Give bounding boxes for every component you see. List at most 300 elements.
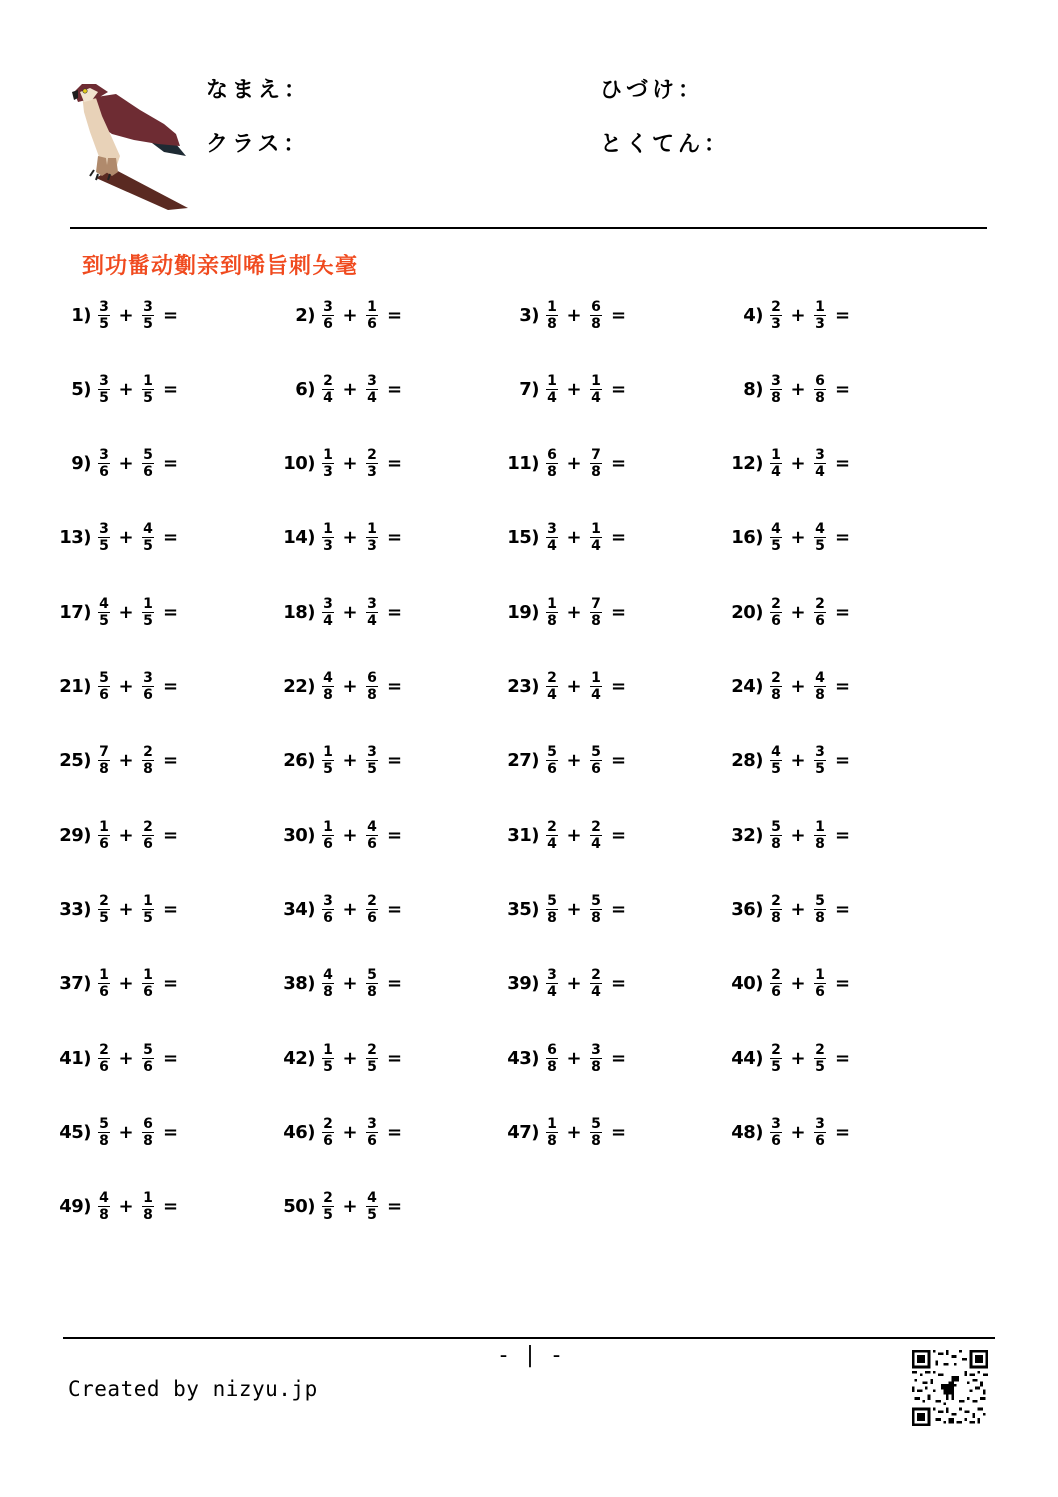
denominator: 6 (771, 612, 781, 629)
fraction-b (141, 1043, 155, 1074)
equals-sign: = (163, 824, 179, 846)
equals-sign: = (835, 750, 851, 772)
numerator: 2 (771, 298, 781, 315)
page-number: - | - (496, 1343, 564, 1368)
fraction-b (365, 522, 379, 553)
problem-item (503, 667, 626, 707)
fraction-a (97, 448, 111, 479)
problem-item (279, 964, 402, 1004)
fraction-b (813, 522, 827, 553)
numerator: 5 (815, 892, 825, 909)
equals-sign: = (611, 527, 627, 549)
fraction-a (545, 745, 559, 776)
equals-sign: = (387, 453, 403, 475)
denominator: 5 (815, 1058, 825, 1075)
equals-sign: = (611, 601, 627, 623)
numerator: 1 (143, 372, 153, 389)
plus-sign: + (790, 898, 806, 920)
numerator: 1 (547, 372, 557, 389)
fraction-b (141, 448, 155, 479)
numerator: 3 (771, 372, 781, 389)
numerator: 1 (99, 818, 109, 835)
denominator: 3 (367, 538, 377, 555)
fraction-a (321, 522, 335, 553)
numerator: 6 (547, 447, 557, 464)
fraction-a (321, 894, 335, 925)
equals-sign: = (163, 304, 179, 326)
problem-number: 30) (283, 824, 315, 846)
header-divider (70, 227, 987, 229)
numerator: 1 (143, 595, 153, 612)
problem-item (279, 741, 402, 781)
problem-item (55, 1112, 178, 1152)
problem-number: 16) (731, 527, 763, 549)
numerator: 2 (323, 372, 333, 389)
osprey-illustration (68, 80, 193, 210)
problem-item (279, 369, 402, 409)
denominator: 8 (99, 1132, 109, 1149)
plus-sign: + (566, 601, 582, 623)
plus-sign: + (118, 676, 134, 697)
fraction-a (545, 894, 559, 925)
fraction-a (321, 448, 335, 479)
denominator: 4 (323, 389, 333, 406)
problem-item (279, 889, 402, 929)
problem-number: 42) (283, 1047, 315, 1069)
denominator: 8 (591, 464, 601, 481)
denominator: 4 (591, 835, 601, 852)
fraction-b (589, 522, 603, 553)
plus-sign: + (342, 378, 358, 400)
fraction-a (97, 1191, 111, 1222)
numerator: 3 (99, 447, 109, 464)
equals-sign: = (611, 1121, 627, 1143)
equals-sign: = (387, 1196, 403, 1218)
denominator: 8 (547, 612, 557, 629)
fraction-a (769, 522, 783, 553)
denominator: 4 (591, 687, 601, 703)
fraction-a (321, 1043, 335, 1074)
denominator: 5 (143, 538, 153, 555)
numerator: 4 (815, 670, 825, 686)
denominator: 6 (323, 835, 333, 852)
problem-number: 27) (507, 750, 539, 772)
equals-sign: = (611, 824, 627, 846)
numerator: 2 (815, 1041, 825, 1058)
problem-number: 23) (507, 676, 539, 697)
denominator: 8 (771, 909, 781, 926)
denominator: 5 (143, 389, 153, 406)
fraction-a (97, 968, 111, 999)
fraction-a (321, 671, 335, 702)
plus-sign: + (342, 824, 358, 846)
plus-sign: + (118, 1196, 134, 1218)
problem-number: 48) (731, 1121, 763, 1143)
fraction-b (589, 300, 603, 331)
fraction-a (545, 1043, 559, 1074)
fraction-a (97, 522, 111, 553)
numerator: 2 (367, 892, 377, 909)
numerator: 2 (591, 818, 601, 835)
problem-number: 21) (59, 676, 91, 697)
denominator: 6 (815, 612, 825, 629)
numerator: 1 (771, 447, 781, 464)
plus-sign: + (790, 453, 806, 475)
fraction-a (769, 745, 783, 776)
fraction-a (545, 671, 559, 702)
denominator: 8 (771, 389, 781, 406)
denominator: 3 (323, 538, 333, 555)
fraction-a (97, 745, 111, 776)
denominator: 5 (143, 909, 153, 926)
numerator: 1 (99, 967, 109, 984)
equals-sign: = (163, 453, 179, 475)
plus-sign: + (118, 378, 134, 400)
problem-item (727, 518, 850, 558)
problem-number: 14) (283, 527, 315, 549)
problem-item (503, 592, 626, 632)
denominator: 8 (771, 835, 781, 852)
fraction-a (769, 1043, 783, 1074)
fraction-b (141, 522, 155, 553)
problem-number: 2) (295, 304, 315, 326)
denominator: 8 (99, 1207, 109, 1224)
denominator: 8 (143, 1132, 153, 1149)
fraction-b (589, 968, 603, 999)
fraction-a (545, 300, 559, 331)
numerator: 5 (547, 892, 557, 909)
plus-sign: + (342, 601, 358, 623)
numerator: 7 (591, 447, 601, 464)
fraction-b (365, 448, 379, 479)
numerator: 2 (771, 670, 781, 686)
fraction-b (141, 968, 155, 999)
fraction-b (141, 1191, 155, 1222)
equals-sign: = (163, 898, 179, 920)
fraction-b (813, 1043, 827, 1074)
fraction-a (545, 820, 559, 851)
denominator: 8 (367, 984, 377, 1001)
numerator: 3 (99, 521, 109, 538)
fraction-a (97, 597, 111, 628)
date-label: ひづけ： (600, 78, 705, 103)
problem-item (503, 518, 626, 558)
problem-number: 32) (731, 824, 763, 846)
equals-sign: = (611, 898, 627, 920)
numerator: 5 (591, 1115, 601, 1132)
fraction-b (589, 1117, 603, 1148)
problem-number: 38) (283, 973, 315, 995)
fraction-a (321, 1117, 335, 1148)
fraction-b (813, 374, 827, 405)
denominator: 8 (547, 315, 557, 332)
plus-sign: + (790, 1121, 806, 1143)
problem-item (727, 369, 850, 409)
denominator: 5 (771, 761, 781, 778)
equals-sign: = (387, 1121, 403, 1143)
numerator: 6 (143, 1115, 153, 1132)
equals-sign: = (835, 601, 851, 623)
fraction-b (141, 894, 155, 925)
fraction-a (321, 1191, 335, 1222)
problem-item (279, 815, 402, 855)
problem-item (55, 667, 178, 707)
numerator: 1 (323, 447, 333, 464)
equals-sign: = (163, 601, 179, 623)
credit-text: Created by nizyu.jp (68, 1377, 318, 1401)
fraction-b (365, 300, 379, 331)
denominator: 4 (591, 984, 601, 1001)
equals-sign: = (835, 1047, 851, 1069)
qr-code-icon (912, 1350, 988, 1426)
problem-number: 7) (519, 378, 539, 400)
fraction-a (769, 374, 783, 405)
fraction-b (141, 597, 155, 628)
fraction-a (769, 597, 783, 628)
equals-sign: = (387, 378, 403, 400)
numerator: 6 (815, 372, 825, 389)
problem-item (503, 741, 626, 781)
numerator: 7 (99, 744, 109, 761)
numerator: 1 (591, 372, 601, 389)
fraction-b (141, 745, 155, 776)
problem-item (727, 444, 850, 484)
numerator: 5 (367, 967, 377, 984)
problem-item (279, 295, 402, 335)
plus-sign: + (118, 898, 134, 920)
numerator: 3 (367, 595, 377, 612)
fraction-a (545, 597, 559, 628)
fraction-b (365, 374, 379, 405)
fraction-a (545, 522, 559, 553)
numerator: 2 (143, 744, 153, 761)
numerator: 1 (323, 1041, 333, 1058)
denominator: 8 (815, 835, 825, 852)
denominator: 6 (815, 984, 825, 1001)
numerator: 1 (367, 521, 377, 538)
problem-item (727, 1112, 850, 1152)
numerator: 3 (99, 298, 109, 315)
problem-number: 10) (283, 453, 315, 475)
denominator: 8 (323, 984, 333, 1001)
problem-item (55, 815, 178, 855)
problem-number: 43) (507, 1047, 539, 1069)
plus-sign: + (118, 453, 134, 475)
fraction-b (589, 597, 603, 628)
numerator: 3 (591, 1041, 601, 1058)
denominator: 4 (547, 687, 557, 703)
plus-sign: + (118, 1047, 134, 1069)
denominator: 4 (323, 612, 333, 629)
fraction-b (141, 300, 155, 331)
equals-sign: = (835, 1121, 851, 1143)
equals-sign: = (835, 453, 851, 475)
denominator: 8 (323, 687, 333, 703)
denominator: 8 (143, 761, 153, 778)
plus-sign: + (342, 1047, 358, 1069)
numerator: 5 (99, 1115, 109, 1132)
equals-sign: = (163, 676, 179, 697)
plus-sign: + (566, 378, 582, 400)
problem-number: 45) (59, 1121, 91, 1143)
fraction-a (97, 374, 111, 405)
denominator: 4 (367, 389, 377, 406)
fraction-b (365, 1117, 379, 1148)
problem-item (55, 964, 178, 1004)
fraction-b (813, 1117, 827, 1148)
problem-number: 4) (743, 304, 763, 326)
fraction-b (141, 671, 155, 702)
denominator: 8 (815, 389, 825, 406)
problem-item (727, 295, 850, 335)
name-label: なまえ： (206, 78, 311, 103)
numerator: 2 (771, 892, 781, 909)
plus-sign: + (790, 676, 806, 697)
equals-sign: = (835, 676, 851, 697)
problem-item (279, 518, 402, 558)
denominator: 6 (99, 687, 109, 703)
denominator: 6 (367, 1132, 377, 1149)
denominator: 5 (771, 1058, 781, 1075)
numerator: 3 (323, 892, 333, 909)
plus-sign: + (566, 973, 582, 995)
denominator: 5 (771, 538, 781, 555)
equals-sign: = (835, 378, 851, 400)
equals-sign: = (163, 973, 179, 995)
fraction-a (545, 374, 559, 405)
plus-sign: + (790, 973, 806, 995)
fraction-b (813, 448, 827, 479)
numerator: 1 (815, 818, 825, 835)
plus-sign: + (118, 824, 134, 846)
equals-sign: = (163, 1047, 179, 1069)
plus-sign: + (566, 750, 582, 772)
fraction-a (769, 1117, 783, 1148)
problem-number: 40) (731, 973, 763, 995)
denominator: 3 (771, 315, 781, 332)
plus-sign: + (342, 750, 358, 772)
plus-sign: + (342, 1196, 358, 1218)
problem-number: 46) (283, 1121, 315, 1143)
numerator: 1 (323, 521, 333, 538)
problem-number: 6) (295, 378, 315, 400)
denominator: 8 (547, 909, 557, 926)
problem-number: 13) (59, 527, 91, 549)
numerator: 3 (143, 670, 153, 686)
numerator: 1 (547, 1115, 557, 1132)
fraction-a (769, 448, 783, 479)
numerator: 5 (591, 892, 601, 909)
problem-item (727, 592, 850, 632)
equals-sign: = (387, 824, 403, 846)
denominator: 4 (547, 984, 557, 1001)
fraction-b (365, 820, 379, 851)
plus-sign: + (566, 824, 582, 846)
plus-sign: + (566, 304, 582, 326)
fraction-a (545, 968, 559, 999)
numerator: 1 (143, 1190, 153, 1207)
fraction-b (141, 374, 155, 405)
fraction-a (97, 1117, 111, 1148)
problem-item (727, 1038, 850, 1078)
problem-item (503, 1112, 626, 1152)
numerator: 2 (771, 1041, 781, 1058)
denominator: 6 (771, 984, 781, 1001)
denominator: 8 (547, 464, 557, 481)
denominator: 6 (591, 761, 601, 778)
numerator: 1 (323, 744, 333, 761)
problem-number: 8) (743, 378, 763, 400)
plus-sign: + (790, 824, 806, 846)
fraction-b (589, 894, 603, 925)
denominator: 5 (367, 1207, 377, 1224)
equals-sign: = (611, 304, 627, 326)
fraction-b (813, 968, 827, 999)
fraction-b (365, 894, 379, 925)
plus-sign: + (566, 898, 582, 920)
fraction-a (769, 894, 783, 925)
problem-item (503, 964, 626, 1004)
fraction-b (813, 671, 827, 702)
problem-item (727, 964, 850, 1004)
fraction-a (769, 820, 783, 851)
equals-sign: = (611, 378, 627, 400)
denominator: 5 (143, 315, 153, 332)
denominator: 4 (367, 612, 377, 629)
fraction-b (141, 1117, 155, 1148)
denominator: 4 (771, 464, 781, 481)
class-label: クラス： (206, 132, 310, 157)
denominator: 4 (591, 538, 601, 555)
problem-item (279, 667, 402, 707)
denominator: 4 (547, 538, 557, 555)
fraction-b (589, 1043, 603, 1074)
denominator: 8 (815, 687, 825, 703)
plus-sign: + (790, 750, 806, 772)
problem-item (55, 295, 178, 335)
denominator: 5 (143, 612, 153, 629)
fraction-a (97, 671, 111, 702)
numerator: 2 (547, 818, 557, 835)
equals-sign: = (387, 601, 403, 623)
denominator: 8 (771, 687, 781, 703)
numerator: 2 (547, 670, 557, 686)
plus-sign: + (342, 527, 358, 549)
denominator: 6 (367, 909, 377, 926)
fraction-b (589, 671, 603, 702)
fraction-b (365, 968, 379, 999)
problem-number: 34) (283, 898, 315, 920)
problem-item (503, 1038, 626, 1078)
fraction-a (97, 300, 111, 331)
numerator: 5 (143, 1041, 153, 1058)
footer-divider (63, 1337, 995, 1339)
numerator: 1 (591, 521, 601, 538)
problem-number: 15) (507, 527, 539, 549)
plus-sign: + (118, 527, 134, 549)
plus-sign: + (118, 1121, 134, 1143)
equals-sign: = (611, 973, 627, 995)
numerator: 3 (367, 744, 377, 761)
denominator: 6 (547, 761, 557, 778)
numerator: 4 (771, 744, 781, 761)
problem-item (279, 1112, 402, 1152)
problem-item (727, 815, 850, 855)
fraction-b (365, 1043, 379, 1074)
denominator: 6 (367, 315, 377, 332)
equals-sign: = (387, 898, 403, 920)
problem-number: 3) (519, 304, 539, 326)
